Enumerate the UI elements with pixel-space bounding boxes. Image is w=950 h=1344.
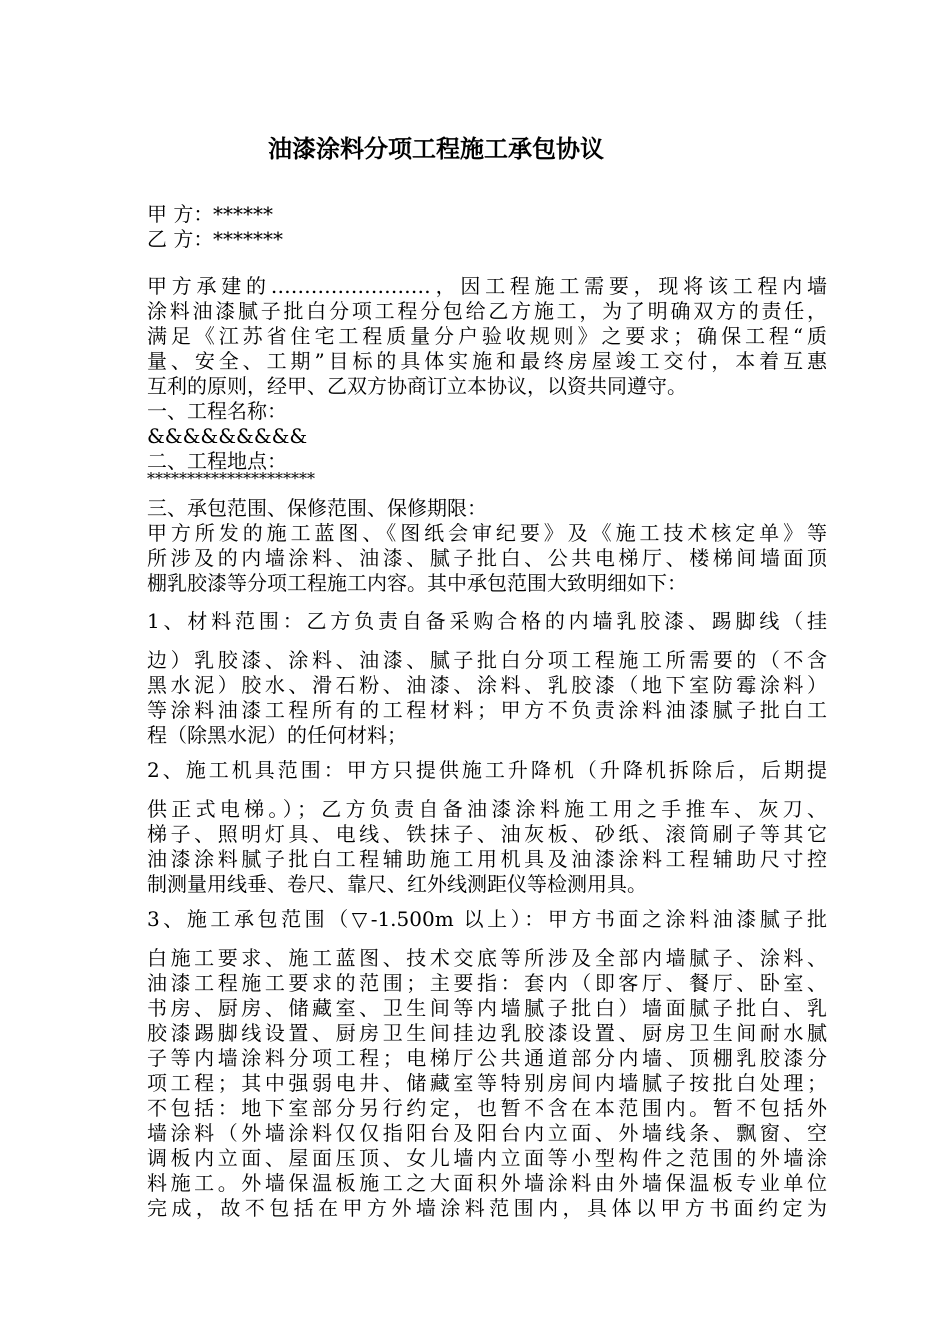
body-line: 完成，故不包括在甲方外墙涂料范围内，具体以甲方书面约定为	[147, 1196, 827, 1220]
party-b-label-1: 乙	[147, 227, 167, 251]
document-title: 油漆涂料分项工程施工承包协议	[268, 134, 604, 163]
body-line: 互利的原则，经甲、乙双方协商订立本协议，以资共同遵守。	[147, 374, 687, 398]
body-line: 边）乳胶漆、涂料、油漆、腻子批白分项工程施工所需要的（不含	[147, 648, 827, 672]
body-line: 甲方所发的施工蓝图、《图纸会审纪要》及《施工技术核定单》等	[147, 521, 827, 545]
section-heading: 三、承包范围、保修范围、保修期限：	[147, 496, 487, 520]
party-a-label-1: 甲	[147, 202, 167, 226]
body-line: 甲方承建的……………………，因工程施工需要，现将该工程内墙	[147, 274, 827, 298]
body-line: 子等内墙涂料分项工程；电梯厅公共通道部分内墙、顶棚乳胶漆分	[147, 1046, 827, 1070]
body-line: 不包括：地下室部分另行约定，也暂不含在本范围内。暂不包括外	[147, 1096, 827, 1120]
party-b-value: *******	[213, 227, 283, 251]
party-b-label-2: 方：	[173, 227, 214, 251]
project-location-value: *********************	[147, 469, 315, 488]
body-line: 供正式电梯。）；乙方负责自备油漆涂料施工用之手推车、灰刀、	[147, 797, 827, 821]
body-line: 书房、厨房、储藏室、卫生间等内墙腻子批白）墙面腻子批白、乳	[147, 996, 827, 1020]
section-heading: 一、工程名称：	[147, 399, 287, 423]
body-line: 涂料油漆腻子批白分项工程分包给乙方施工，为了明确双方的责任，	[147, 299, 827, 323]
item-line: 2、施工机具范围：甲方只提供施工升降机（升降机拆除后，后期提	[147, 758, 827, 782]
section-heading: 二、工程地点：	[147, 449, 287, 473]
body-line: 满足《江苏省住宅工程质量分户验收规则》之要求；确保工程“质	[147, 324, 827, 348]
body-line: 调板内立面、屋面压顶、女儿墙内立面等小型构件之范围的外墙涂	[147, 1146, 827, 1170]
body-line: 胶漆踢脚线设置、厨房卫生间挂边乳胶漆设置、厨房卫生间耐水腻	[147, 1021, 827, 1045]
body-line: 油漆涂料腻子批白工程辅助施工用机具及油漆涂料工程辅助尺寸控	[147, 847, 827, 871]
project-name-value: &&&&&&&&&	[147, 424, 308, 448]
body-line: 等涂料油漆工程所有的工程材料；甲方不负责涂料油漆腻子批白工	[147, 698, 827, 722]
body-line: 黑水泥）胶水、滑石粉、油漆、涂料、乳胶漆（地下室防霉涂料）	[147, 673, 827, 697]
body-line: 梯子、照明灯具、电线、铁抹子、油灰板、砂纸、滚筒刷子等其它	[147, 822, 827, 846]
party-b-line	[147, 227, 827, 252]
body-line: 程（除黑水泥）的任何材料；	[147, 723, 407, 747]
item-line: 3、施工承包范围（▽-1.500m 以上）：甲方书面之涂料油漆腻子批	[147, 907, 827, 931]
body-line: 制测量用线垂、卷尺、靠尺、红外线测距仪等检测用具。	[147, 872, 647, 896]
party-a-line	[147, 202, 827, 227]
body-line: 棚乳胶漆等分项工程施工内容。其中承包范围大致明细如下：	[147, 571, 687, 595]
party-a-label-2: 方：	[173, 202, 214, 226]
body-line: 油漆工程施工要求的范围；主要指：套内（即客厅、餐厅、卧室、	[147, 971, 827, 995]
body-line: 项工程；其中强弱电井、储藏室等特别房间内墙腻子按批白处理；	[147, 1071, 827, 1095]
item-line: 1、材料范围：乙方负责自备采购合格的内墙乳胶漆、踢脚线（挂	[147, 609, 827, 633]
body-line: 白施工要求、施工蓝图、技术交底等所涉及全部内墙腻子、涂料、	[147, 946, 827, 970]
body-line: 所涉及的内墙涂料、油漆、腻子批白、公共电梯厅、楼梯间墙面顶	[147, 546, 827, 570]
body-line: 墙涂料（外墙涂料仅仅指阳台及阳台内立面、外墙线条、飘窗、空	[147, 1121, 827, 1145]
body-line: 量、安全、工期”目标的具体实施和最终房屋竣工交付，本着互惠	[147, 349, 827, 373]
party-a-value: ******	[213, 202, 273, 226]
body-line: 料施工。外墙保温板施工之大面积外墙涂料由外墙保温板专业单位	[147, 1171, 827, 1195]
